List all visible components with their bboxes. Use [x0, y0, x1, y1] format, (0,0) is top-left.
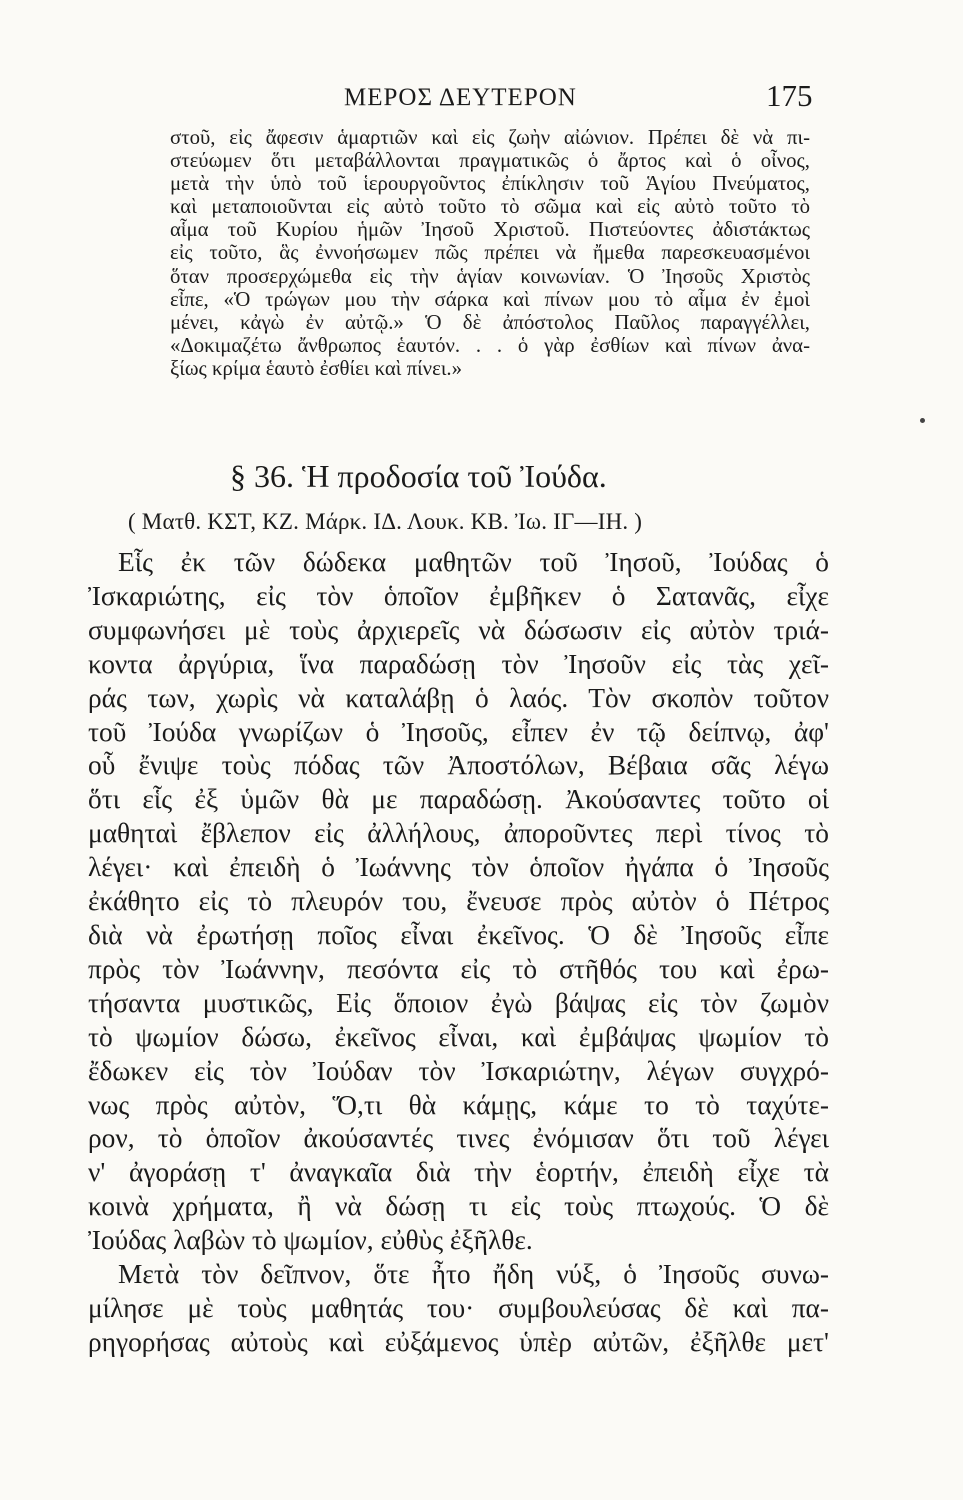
text-line: λέγει· καὶ ἐπειδὴ ὁ Ἰωάννης τὸν ὁποῖον ἠγάπα ὁ Ἰησοῦς	[88, 852, 829, 883]
running-head: ΜΕΡΟΣ ΔΕΥΤΕΡΟΝ	[344, 84, 577, 111]
body-paragraphs	[88, 546, 829, 1360]
page-number: 175	[766, 78, 813, 113]
text-line: Μετὰ τὸν δεῖπνον, ὅτε ἦτο ἤδη νύξ, ὁ Ἰησοῦς συνω-	[118, 1259, 829, 1290]
small-print-paragraph	[170, 126, 810, 380]
text-line: εἰς τοῦτο, ἃς ἐννοήσωμεν πῶς πρέπει νὰ ἤμεθα παρεσκευασμένοι	[170, 241, 810, 265]
text-line: τοῦ Ἰούδα γνωρίζων ὁ Ἰησοῦς, εἶπεν ἐν τῷ δείπνῳ, ἀφ'	[88, 716, 829, 747]
text-line: οὗ ἔνιψε τοὺς πόδας τῶν Ἀποστόλων, Βέβαια σᾶς λέγω	[88, 750, 829, 781]
text-line: αἷμα τοῦ Κυρίου ἡμῶν Ἰησοῦ Χριστοῦ. Πιστεύοντες ἀδιστάκτως	[170, 218, 810, 242]
text-line: μετὰ τὴν ὑπὸ τοῦ ἱερουργοῦντος ἐπίκλησιν τοῦ Ἁγίου Πνεύματος,	[170, 172, 810, 196]
text-line: τήσαντα μυστικῶς, Εἰς ὅποιον ἐγὼ βάψας εἰς τὸν ζωμὸν	[88, 987, 829, 1018]
text-line: Ἰούδας λαβὼν τὸ ψωμίον, εὐθὺς ἐξῆλθε.	[88, 1225, 533, 1256]
text-line: κοντα ἀργύρια, ἵνα παραδώσῃ τὸν Ἰησοῦν εἰς τὰς χεῖ-	[88, 648, 829, 679]
text-line: ἐκάθητο εἰς τὸ πλευρόν του, ἔνευσε πρὸς αὐτὸν ὁ Πέτρος	[88, 886, 829, 917]
text-line: συμφωνήσει μὲ τοὺς ἀρχιερεῖς νὰ δώσωσιν εἰς αὐτὸν τριά-	[88, 614, 829, 645]
text-line: εἶπε, «Ὁ τρώγων μου τὴν σάρκα καὶ πίνων μου τὸ αἷμα ἐν ἐμοὶ	[170, 287, 810, 311]
text-line: ἔδωκεν εἰς τὸν Ἰούδαν τὸν Ἰσκαριώτην, λέγων συγχρό-	[88, 1055, 829, 1086]
text-line: «Δοκιμαζέτω ἄνθρωπος ἑαυτόν. . . ὁ γὰρ ἐσθίων καὶ πίνων ἀνα-	[170, 333, 810, 357]
text-line: ρηγορήσας αὐτοὺς καὶ εὐξάμενος ὑπὲρ αὐτῶν, ἐξῆλθε μετ'	[88, 1326, 829, 1357]
text-line: κοινὰ χρήματα, ἢ νὰ δώσῃ τι εἰς τοὺς πτωχούς. Ὁ δὲ	[88, 1191, 829, 1222]
text-line: ὅτι εἷς ἐξ ὑμῶν θὰ με παραδώσῃ. Ἀκούσαντες τοῦτο οἱ	[88, 784, 829, 815]
text-line: καὶ μεταποιοῦνται εἰς αὐτὸ τοῦτο τὸ σῶμα καὶ εἰς αὐτὸ τοῦτο τὸ	[170, 195, 810, 219]
text-line: μίλησε μὲ τοὺς μαθητάς του· συμβουλεύσας δὲ καὶ πα-	[88, 1292, 829, 1323]
text-line: ξίως κρίμα ἑαυτὸ ἐσθίει καὶ πίνει.»	[170, 356, 463, 380]
scripture-reference: ( Ματθ. ΚΣΤ, ΚΖ. Μάρκ. ΙΔ. Λουκ. ΚΒ. Ἰω. ΙΓ—ΙΗ. )	[128, 509, 643, 534]
text-line: Εἷς ἐκ τῶν δώδεκα μαθητῶν τοῦ Ἰησοῦ, Ἰούδας ὁ	[118, 547, 829, 577]
page-header	[0, 78, 963, 118]
text-line: πρὸς τὸν Ἰωάννην, πεσόντα εἰς τὸ στῆθός του καὶ ἐρω-	[88, 953, 829, 984]
text-line: ν' ἀγοράσῃ τ' ἀναγκαῖα διὰ τὴν ἑορτήν, ἐπειδὴ εἶχε τὰ	[88, 1157, 829, 1188]
text-line: ὅταν προσερχώμεθα εἰς τὴν ἁγίαν κοινωνίαν. Ὁ Ἰησοῦς Χριστὸς	[170, 264, 810, 288]
text-line: ρον, τὸ ὁποῖον ἀκούσαντές τινες ἐνόμισαν ὅτι τοῦ λέγει	[88, 1123, 829, 1154]
text-line: στοῦ, εἰς ἄφεσιν ἁμαρτιῶν καὶ εἰς ζωὴν αἰώνιον. Πρέπει δὲ νὰ πι-	[170, 126, 810, 149]
text-line: Ἰσκαριώτης, εἰς τὸν ὁποῖον ἐμβῆκεν ὁ Σατανᾶς, εἶχε	[88, 580, 829, 611]
text-line: διὰ νὰ ἐρωτήσῃ ποῖος εἶναι ἐκεῖνος. Ὁ δὲ Ἰησοῦς εἶπε	[88, 919, 829, 950]
text-line: μαθηταὶ ἔβλεπον εἰς ἀλλήλους, ἀποροῦντες περὶ τίνος τὸ	[88, 818, 829, 849]
text-line: νως πρὸς αὐτὸν, Ὅ,τι θὰ κάμῃς, κάμε το τὸ ταχύτε-	[88, 1089, 829, 1120]
margin-ink-dot	[920, 418, 925, 423]
text-line: ράς των, χωρὶς νὰ καταλάβῃ ὁ λαός. Τὸν σκοπὸν τοῦτον	[88, 682, 829, 713]
text-line: τὸ ψωμίον δώσω, ἐκεῖνος εἶναι, καὶ ἐμβάψας ψωμίον τὸ	[88, 1021, 829, 1052]
section-title: § 36. Ἡ προδοσία τοῦ Ἰούδα.	[230, 458, 607, 494]
text-line: στεύωμεν ὅτι μεταβάλλονται πραγματικῶς ὁ ἄρτος καὶ ὁ οἶνος,	[170, 149, 810, 173]
text-line: μένει, κἀγὼ ἐν αὐτῷ.» Ὁ δὲ ἀπόστολος Παῦλος παραγγέλλει,	[170, 310, 810, 334]
